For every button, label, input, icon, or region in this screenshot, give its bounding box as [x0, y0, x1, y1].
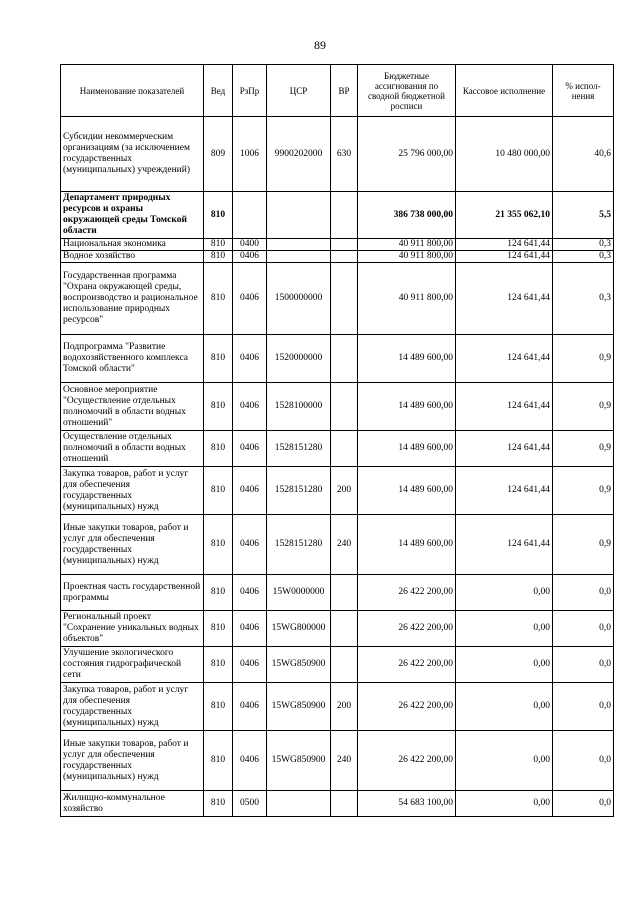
- cell-csr: 1528151280: [267, 515, 331, 575]
- cell-vr: 200: [331, 467, 358, 515]
- cell-name: Проектная часть государственной программы: [61, 575, 204, 611]
- budget-table: [60, 64, 614, 817]
- cell-ved: 810: [204, 251, 233, 263]
- cell-rzpr: [233, 192, 267, 239]
- cell-vr: [331, 335, 358, 383]
- table-row: [61, 431, 614, 467]
- table-row: [61, 251, 614, 263]
- cell-vr: 240: [331, 731, 358, 791]
- cell-csr: 1520000000: [267, 335, 331, 383]
- cell-pct: 0,0: [553, 683, 614, 731]
- cell-cash: 0,00: [456, 683, 553, 731]
- cell-pct: 5,5: [553, 192, 614, 239]
- cell-assign: 26 422 200,00: [358, 575, 456, 611]
- table-row: [61, 731, 614, 791]
- cell-cash: 124 641,44: [456, 239, 553, 251]
- cell-cash: 10 480 000,00: [456, 117, 553, 192]
- cell-pct: 0,3: [553, 251, 614, 263]
- col-header-cash: Кассовое исполнение: [456, 65, 553, 117]
- cell-csr: [267, 251, 331, 263]
- table-row: [61, 611, 614, 647]
- cell-name: Основное мероприятие "Осуществление отдельных полномочий в области водных отношений": [61, 383, 204, 431]
- cell-pct: 0,0: [553, 647, 614, 683]
- cell-cash: 124 641,44: [456, 515, 553, 575]
- table-row: [61, 117, 614, 192]
- cell-vr: 630: [331, 117, 358, 192]
- cell-assign: 14 489 600,00: [358, 515, 456, 575]
- cell-name: Департамент природных ресурсов и охраны окружающей среды Томской области: [61, 192, 204, 239]
- cell-vr: [331, 251, 358, 263]
- cell-csr: 9900202000: [267, 117, 331, 192]
- cell-ved: 810: [204, 192, 233, 239]
- cell-rzpr: 0406: [233, 335, 267, 383]
- cell-rzpr: 0406: [233, 467, 267, 515]
- cell-cash: 21 355 062,10: [456, 192, 553, 239]
- cell-csr: 1528100000: [267, 383, 331, 431]
- cell-ved: 810: [204, 791, 233, 817]
- col-header-assign: Бюджетные ассигнования по сводной бюджетной росписи: [358, 65, 456, 117]
- table-row: [61, 192, 614, 239]
- cell-rzpr: 0400: [233, 239, 267, 251]
- cell-ved: 810: [204, 515, 233, 575]
- cell-vr: [331, 383, 358, 431]
- cell-vr: [331, 791, 358, 817]
- col-header-pct: % испол-нения: [553, 65, 614, 117]
- table-row: [61, 263, 614, 335]
- cell-pct: 0,9: [553, 335, 614, 383]
- cell-rzpr: 1006: [233, 117, 267, 192]
- cell-assign: 40 911 800,00: [358, 239, 456, 251]
- cell-rzpr: 0406: [233, 683, 267, 731]
- cell-vr: [331, 431, 358, 467]
- cell-ved: 810: [204, 683, 233, 731]
- table-row: [61, 647, 614, 683]
- cell-name: Государственная программа "Охрана окружающей среды, воспроизводство и рациональное использование природных ресурсов": [61, 263, 204, 335]
- cell-name: Иные закупки товаров, работ и услуг для обеспечения государственных (муниципальных) нужд: [61, 515, 204, 575]
- cell-csr: 1528151280: [267, 467, 331, 515]
- cell-cash: 0,00: [456, 791, 553, 817]
- cell-ved: 810: [204, 611, 233, 647]
- cell-pct: 0,0: [553, 731, 614, 791]
- cell-cash: 124 641,44: [456, 251, 553, 263]
- cell-pct: 0,9: [553, 467, 614, 515]
- cell-csr: 15W0000000: [267, 575, 331, 611]
- cell-ved: 810: [204, 647, 233, 683]
- cell-cash: 0,00: [456, 731, 553, 791]
- table-row: [61, 239, 614, 251]
- cell-pct: 0,0: [553, 791, 614, 817]
- cell-pct: 0,9: [553, 431, 614, 467]
- cell-name: Закупка товаров, работ и услуг для обеспечения государственных (муниципальных) нужд: [61, 467, 204, 515]
- cell-vr: [331, 611, 358, 647]
- col-header-ved: Вед: [204, 65, 233, 117]
- cell-assign: 14 489 600,00: [358, 431, 456, 467]
- cell-ved: 810: [204, 431, 233, 467]
- cell-cash: 124 641,44: [456, 383, 553, 431]
- header-row: [61, 65, 614, 117]
- table-row: [61, 515, 614, 575]
- cell-pct: 0,0: [553, 575, 614, 611]
- cell-rzpr: 0406: [233, 431, 267, 467]
- cell-name: Региональный проект "Сохранение уникальных водных объектов": [61, 611, 204, 647]
- cell-cash: 124 641,44: [456, 263, 553, 335]
- cell-vr: 240: [331, 515, 358, 575]
- cell-vr: [331, 239, 358, 251]
- cell-vr: [331, 575, 358, 611]
- cell-vr: [331, 263, 358, 335]
- cell-cash: 124 641,44: [456, 335, 553, 383]
- cell-assign: 386 738 000,00: [358, 192, 456, 239]
- cell-name: Субсидии некоммерческим организациям (за исключением государственных (муниципальных) учреждений): [61, 117, 204, 192]
- cell-vr: [331, 192, 358, 239]
- cell-rzpr: 0406: [233, 575, 267, 611]
- cell-csr: [267, 239, 331, 251]
- cell-assign: 40 911 800,00: [358, 263, 456, 335]
- cell-rzpr: 0406: [233, 263, 267, 335]
- cell-assign: 26 422 200,00: [358, 731, 456, 791]
- cell-csr: 1528151280: [267, 431, 331, 467]
- cell-ved: 810: [204, 263, 233, 335]
- cell-rzpr: 0406: [233, 515, 267, 575]
- cell-assign: 26 422 200,00: [358, 611, 456, 647]
- cell-csr: [267, 791, 331, 817]
- cell-cash: 0,00: [456, 575, 553, 611]
- cell-name: Подпрограмма "Развитие водохозяйственного комплекса Томской области": [61, 335, 204, 383]
- cell-csr: 15WG850900: [267, 731, 331, 791]
- cell-assign: 14 489 600,00: [358, 383, 456, 431]
- col-header-name: Наименование показателей: [61, 65, 204, 117]
- cell-assign: 25 796 000,00: [358, 117, 456, 192]
- table-body: [61, 117, 614, 817]
- cell-rzpr: 0500: [233, 791, 267, 817]
- cell-rzpr: 0406: [233, 731, 267, 791]
- cell-ved: 810: [204, 575, 233, 611]
- cell-ved: 810: [204, 383, 233, 431]
- cell-name: Национальная экономика: [61, 239, 204, 251]
- col-header-vr: ВР: [331, 65, 358, 117]
- cell-pct: 0,3: [553, 239, 614, 251]
- cell-ved: 810: [204, 731, 233, 791]
- cell-name: Водное хозяйство: [61, 251, 204, 263]
- cell-csr: 1500000000: [267, 263, 331, 335]
- cell-pct: 0,0: [553, 611, 614, 647]
- cell-csr: 15WG800000: [267, 611, 331, 647]
- cell-ved: 810: [204, 467, 233, 515]
- cell-pct: 40,6: [553, 117, 614, 192]
- cell-assign: 40 911 800,00: [358, 251, 456, 263]
- cell-cash: 0,00: [456, 647, 553, 683]
- cell-rzpr: 0406: [233, 251, 267, 263]
- cell-vr: [331, 647, 358, 683]
- cell-cash: 124 641,44: [456, 467, 553, 515]
- cell-ved: 810: [204, 239, 233, 251]
- cell-name: Осуществление отдельных полномочий в области водных отношений: [61, 431, 204, 467]
- cell-pct: 0,9: [553, 515, 614, 575]
- cell-vr: 200: [331, 683, 358, 731]
- cell-name: Улучшение экологического состояния гидрографической сети: [61, 647, 204, 683]
- table-row: [61, 467, 614, 515]
- col-header-rzpr: РзПр: [233, 65, 267, 117]
- page-number: 89: [314, 38, 326, 52]
- cell-rzpr: 0406: [233, 647, 267, 683]
- table-row: [61, 575, 614, 611]
- cell-name: Жилищно-коммунальное хозяйство: [61, 791, 204, 817]
- cell-csr: [267, 192, 331, 239]
- cell-pct: 0,3: [553, 263, 614, 335]
- cell-rzpr: 0406: [233, 611, 267, 647]
- table-row: [61, 383, 614, 431]
- cell-assign: 14 489 600,00: [358, 467, 456, 515]
- table-row: [61, 683, 614, 731]
- cell-pct: 0,9: [553, 383, 614, 431]
- cell-assign: 26 422 200,00: [358, 647, 456, 683]
- col-header-csr: ЦСР: [267, 65, 331, 117]
- cell-assign: 26 422 200,00: [358, 683, 456, 731]
- cell-rzpr: 0406: [233, 383, 267, 431]
- cell-name: Закупка товаров, работ и услуг для обеспечения государственных (муниципальных) нужд: [61, 683, 204, 731]
- cell-ved: 809: [204, 117, 233, 192]
- cell-ved: 810: [204, 335, 233, 383]
- table-row: [61, 335, 614, 383]
- cell-name: Иные закупки товаров, работ и услуг для обеспечения государственных (муниципальных) нужд: [61, 731, 204, 791]
- cell-csr: 15WG850900: [267, 647, 331, 683]
- cell-assign: 14 489 600,00: [358, 335, 456, 383]
- table-row: [61, 791, 614, 817]
- cell-csr: 15WG850900: [267, 683, 331, 731]
- cell-assign: 54 683 100,00: [358, 791, 456, 817]
- cell-cash: 0,00: [456, 611, 553, 647]
- cell-cash: 124 641,44: [456, 431, 553, 467]
